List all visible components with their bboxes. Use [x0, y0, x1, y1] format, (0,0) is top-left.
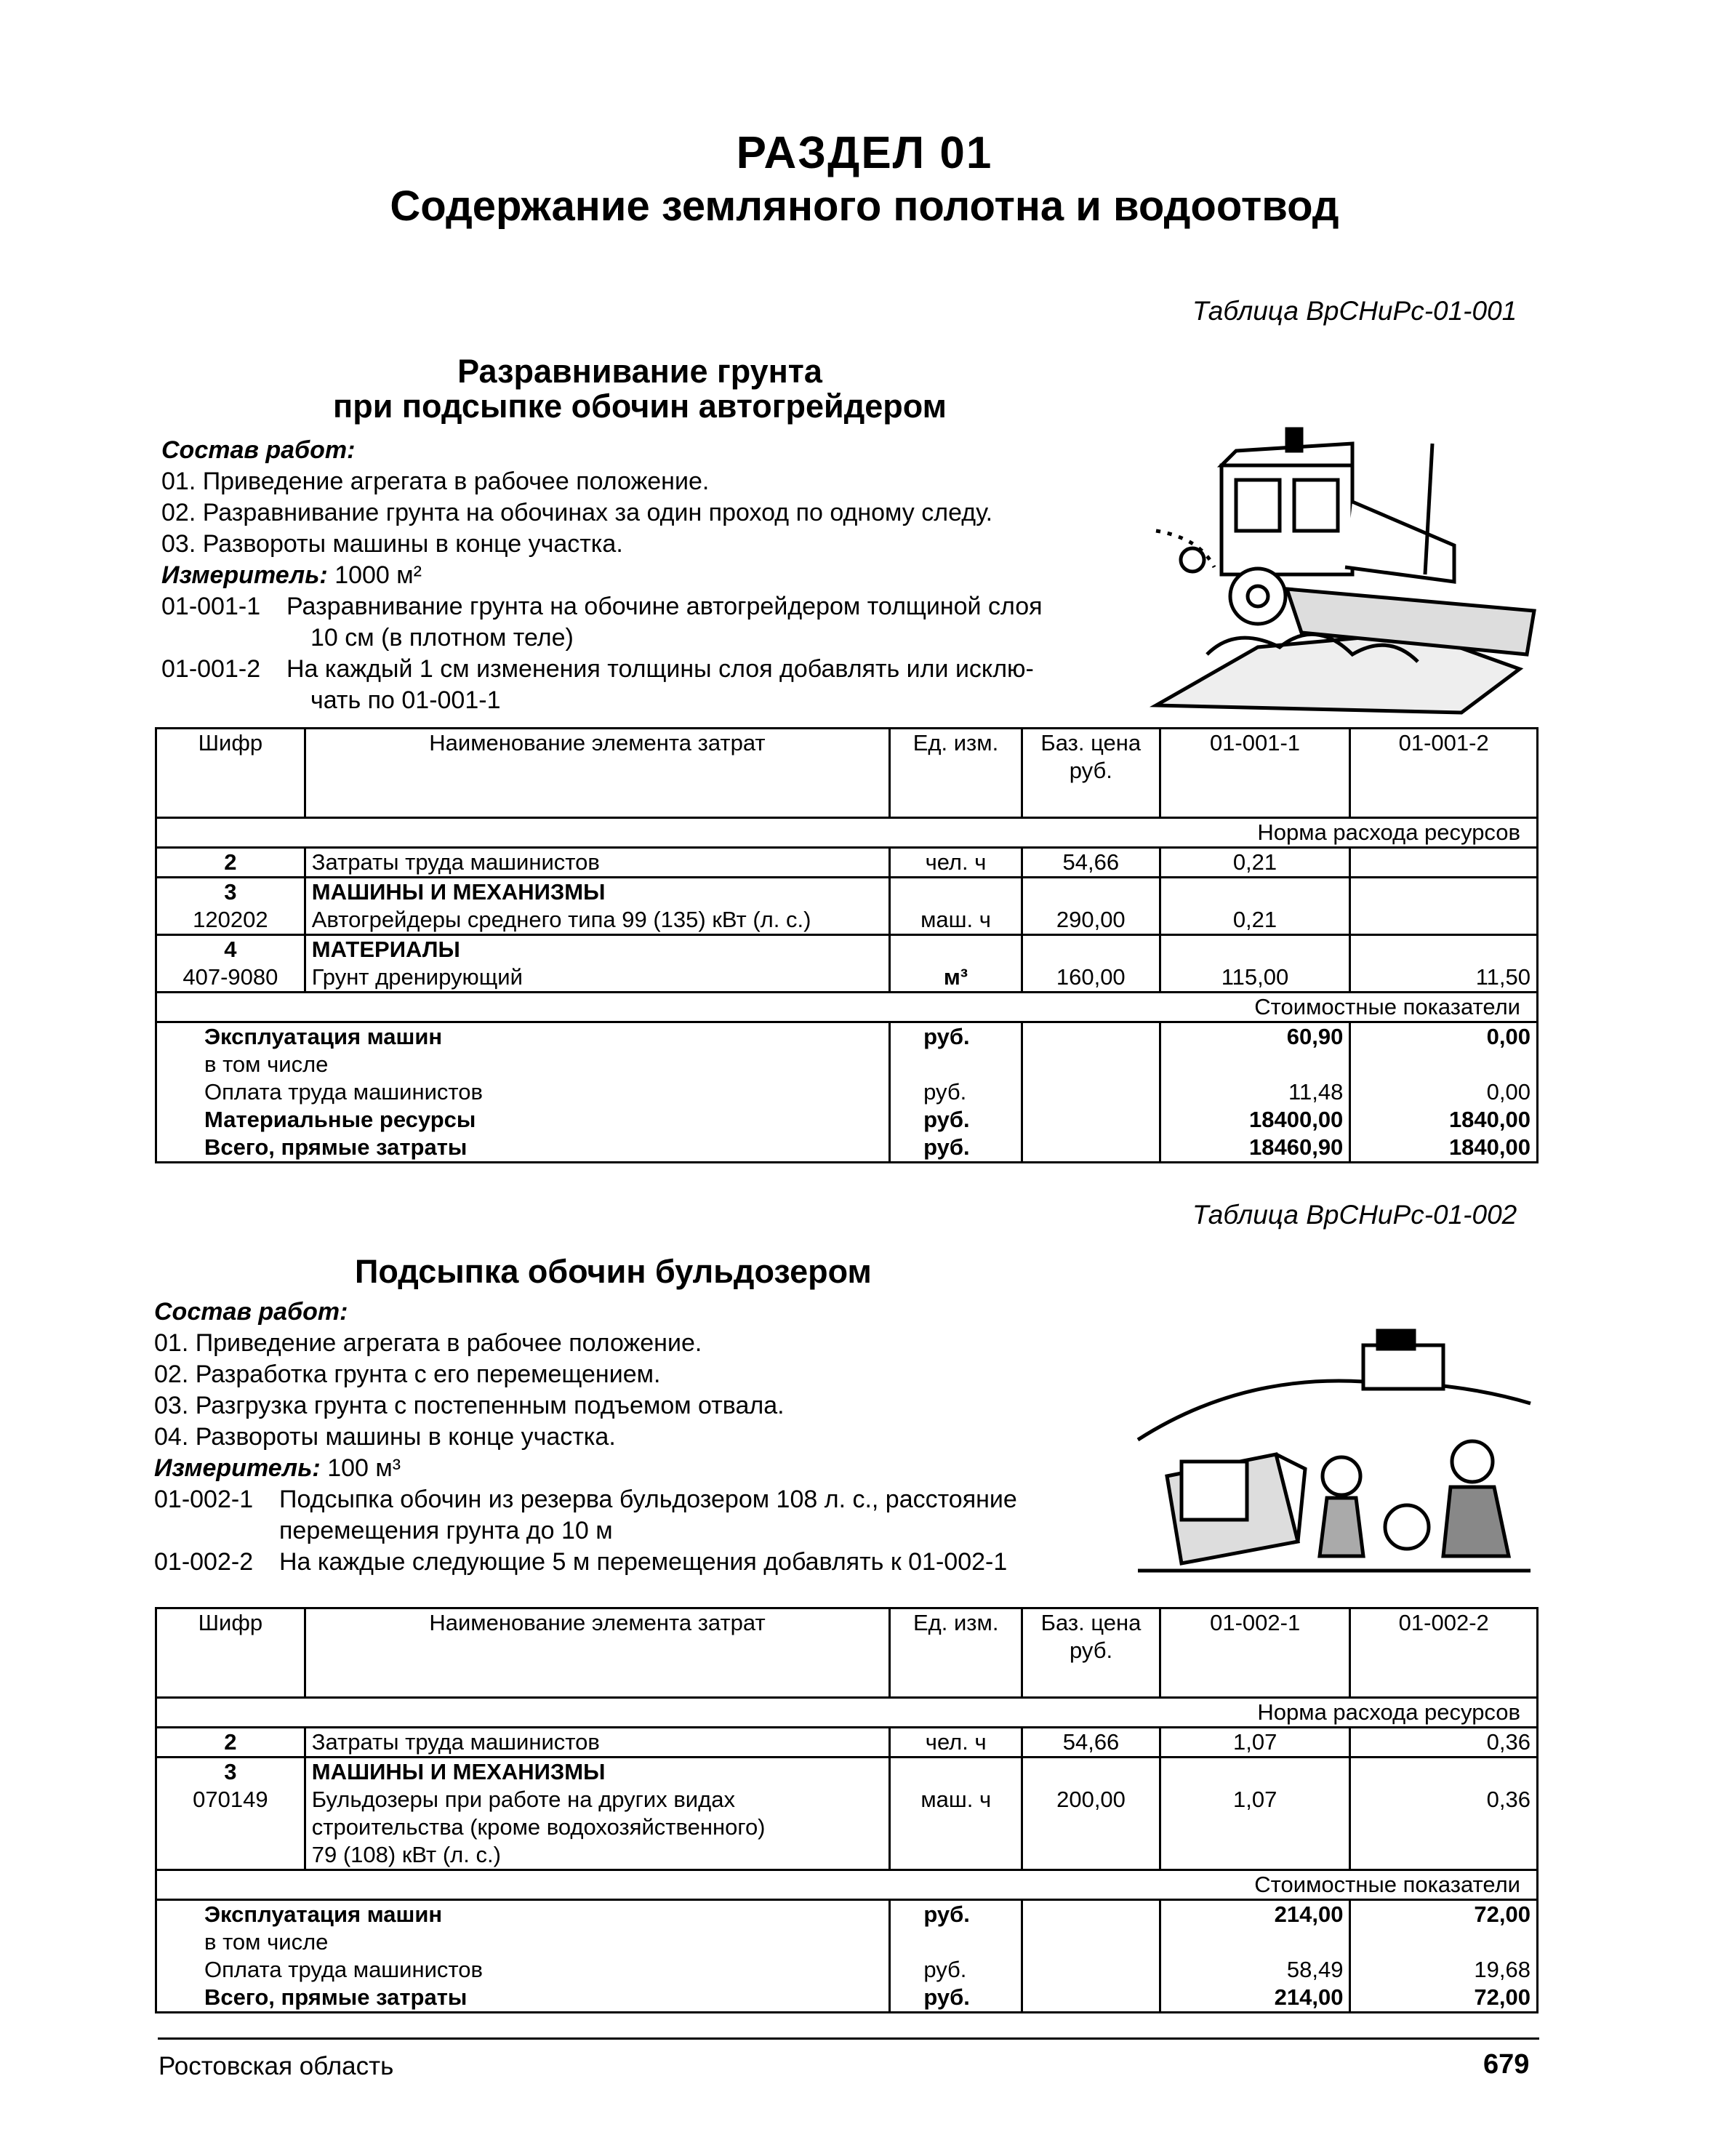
table2-step: 02. Разработка грунта с его перемещением. [154, 1360, 661, 1388]
header-col1: 01-001-1 [1160, 729, 1350, 818]
table1-item-cont: чать по 01-001-1 [310, 686, 501, 714]
table1-step: 02. Разравнивание грунта на обочинах за один проход по одному следу. [161, 499, 993, 526]
table1-composition-label: Состав работ: [161, 436, 356, 464]
header-col2: 01-002-2 [1350, 1608, 1538, 1698]
table2-costs [155, 1607, 1539, 2013]
table-row: Оплата труда машинистов руб. 11,48 0,00 [156, 1078, 1538, 1106]
page-number: 679 [1483, 2049, 1530, 2080]
table2-step: 04. Развороты машины в конце участка. [154, 1423, 616, 1451]
bulldozer-illustration [1131, 1287, 1538, 1592]
table-row: Эксплуатация машин руб. 214,00 72,00 [156, 1900, 1538, 1929]
table-row: в том числе [156, 1928, 1538, 1956]
table2-title: Подсыпка обочин бульдозером [355, 1253, 872, 1290]
cost-label: Стоимостные показатели [156, 1870, 1538, 1900]
table-row: 3 МАШИНЫ И МЕХАНИЗМЫ [156, 1758, 1538, 1787]
footer-divider [158, 2037, 1539, 2040]
table2-item: 01-002-2 На каждые следующие 5 м перемещения добавлять к 01-002-1 [154, 1548, 1008, 1576]
table-row: 407-9080 Грунт дренирующий м³ 160,00 115,00 11,50 [156, 963, 1538, 993]
header-name: Наименование элемента затрат [305, 1608, 890, 1698]
norm-label: Норма расхода ресурсов [156, 1698, 1538, 1728]
table1-costs [155, 727, 1539, 1163]
table-row: Всего, прямые затраты руб. 18460,90 1840,00 [156, 1134, 1538, 1163]
table-row: 2 Затраты труда машинистов чел. ч 54,66 1,07 0,36 [156, 1728, 1538, 1758]
table1-ref: Таблица ВрСНиРс-01-001 [1192, 296, 1517, 326]
table-row: 120202 Автогрейдеры среднего типа 99 (135) кВт (л. с.) маш. ч 290,00 0,21 [156, 906, 1538, 935]
table2-item-cont: перемещения грунта до 10 м [279, 1517, 613, 1544]
header-price: Баз. цена руб. [1022, 729, 1160, 818]
table-row: 3 МАШИНЫ И МЕХАНИЗМЫ [156, 878, 1538, 907]
table-row: Эксплуатация машин руб. 60,90 0,00 [156, 1022, 1538, 1051]
table1-title-line2: при подсыпке обочин автогрейдером [333, 388, 947, 425]
section-title: Содержание земляного полотна и водоотвод [390, 183, 1339, 230]
header-cipher: Шифр [156, 729, 305, 818]
section-number: РАЗДЕЛ 01 [736, 128, 993, 178]
footer-region: Ростовская область [159, 2052, 394, 2080]
table2-measure: Измеритель: 100 м³ [154, 1454, 401, 1482]
table-row: Материальные ресурсы руб. 18400,00 1840,00 [156, 1106, 1538, 1134]
table2-step: 03. Разгрузка грунта с постепенным подъемом отвала. [154, 1392, 785, 1419]
header-col2: 01-001-2 [1350, 729, 1538, 818]
grader-illustration [1112, 414, 1541, 720]
table1-title-line1: Разравнивание грунта [457, 353, 822, 390]
table1-step: 03. Развороты машины в конце участка. [161, 530, 623, 558]
header-unit: Ед. изм. [890, 1608, 1022, 1698]
table1-item: 01-001-1 Разравнивание грунта на обочине автогрейдером толщиной слоя [161, 593, 1043, 620]
header-name: Наименование элемента затрат [305, 729, 889, 818]
table1-step: 01. Приведение агрегата в рабочее положение. [161, 468, 710, 495]
cost-label: Стоимостные показатели [156, 993, 1538, 1022]
table1-description [161, 435, 1165, 716]
table1-item: 01-001-2 На каждый 1 см изменения толщины слоя добавлять или исклю- [161, 655, 1034, 683]
table1-measure: Измеритель: 1000 м² [161, 561, 422, 589]
table-row: Всего, прямые затраты руб. 214,00 72,00 [156, 1984, 1538, 2013]
table1-item-cont: 10 см (в плотном теле) [310, 624, 574, 652]
norm-label: Норма расхода ресурсов [156, 818, 1538, 848]
table-row: 4 МАТЕРИАЛЫ [156, 935, 1538, 964]
table2-step: 01. Приведение агрегата в рабочее положение. [154, 1329, 702, 1357]
table-row: в том числе [156, 1051, 1538, 1078]
table-row: Оплата труда машинистов руб. 58,49 19,68 [156, 1956, 1538, 1984]
table2-composition-label: Состав работ: [154, 1298, 348, 1326]
header-col1: 01-002-1 [1160, 1608, 1350, 1698]
table2-item: 01-002-1 Подсыпка обочин из резерва бульдозером 108 л. с., расстояние [154, 1486, 1017, 1513]
table2-ref: Таблица ВрСНиРс-01-002 [1192, 1200, 1517, 1230]
header-unit: Ед. изм. [890, 729, 1022, 818]
header-price: Баз. цена руб. [1022, 1608, 1160, 1698]
table-row: 070149 Бульдозеры при работе на других видах строительства (кроме водохозяйственного) 79 (108) кВт (л. с.) маш. ч 200,00 1,07 0,36 [156, 1786, 1538, 1870]
header-cipher: Шифр [156, 1608, 305, 1698]
table2-description [154, 1297, 1172, 1578]
table-row: 2 Затраты труда машинистов чел. ч 54,66 0,21 [156, 848, 1538, 878]
